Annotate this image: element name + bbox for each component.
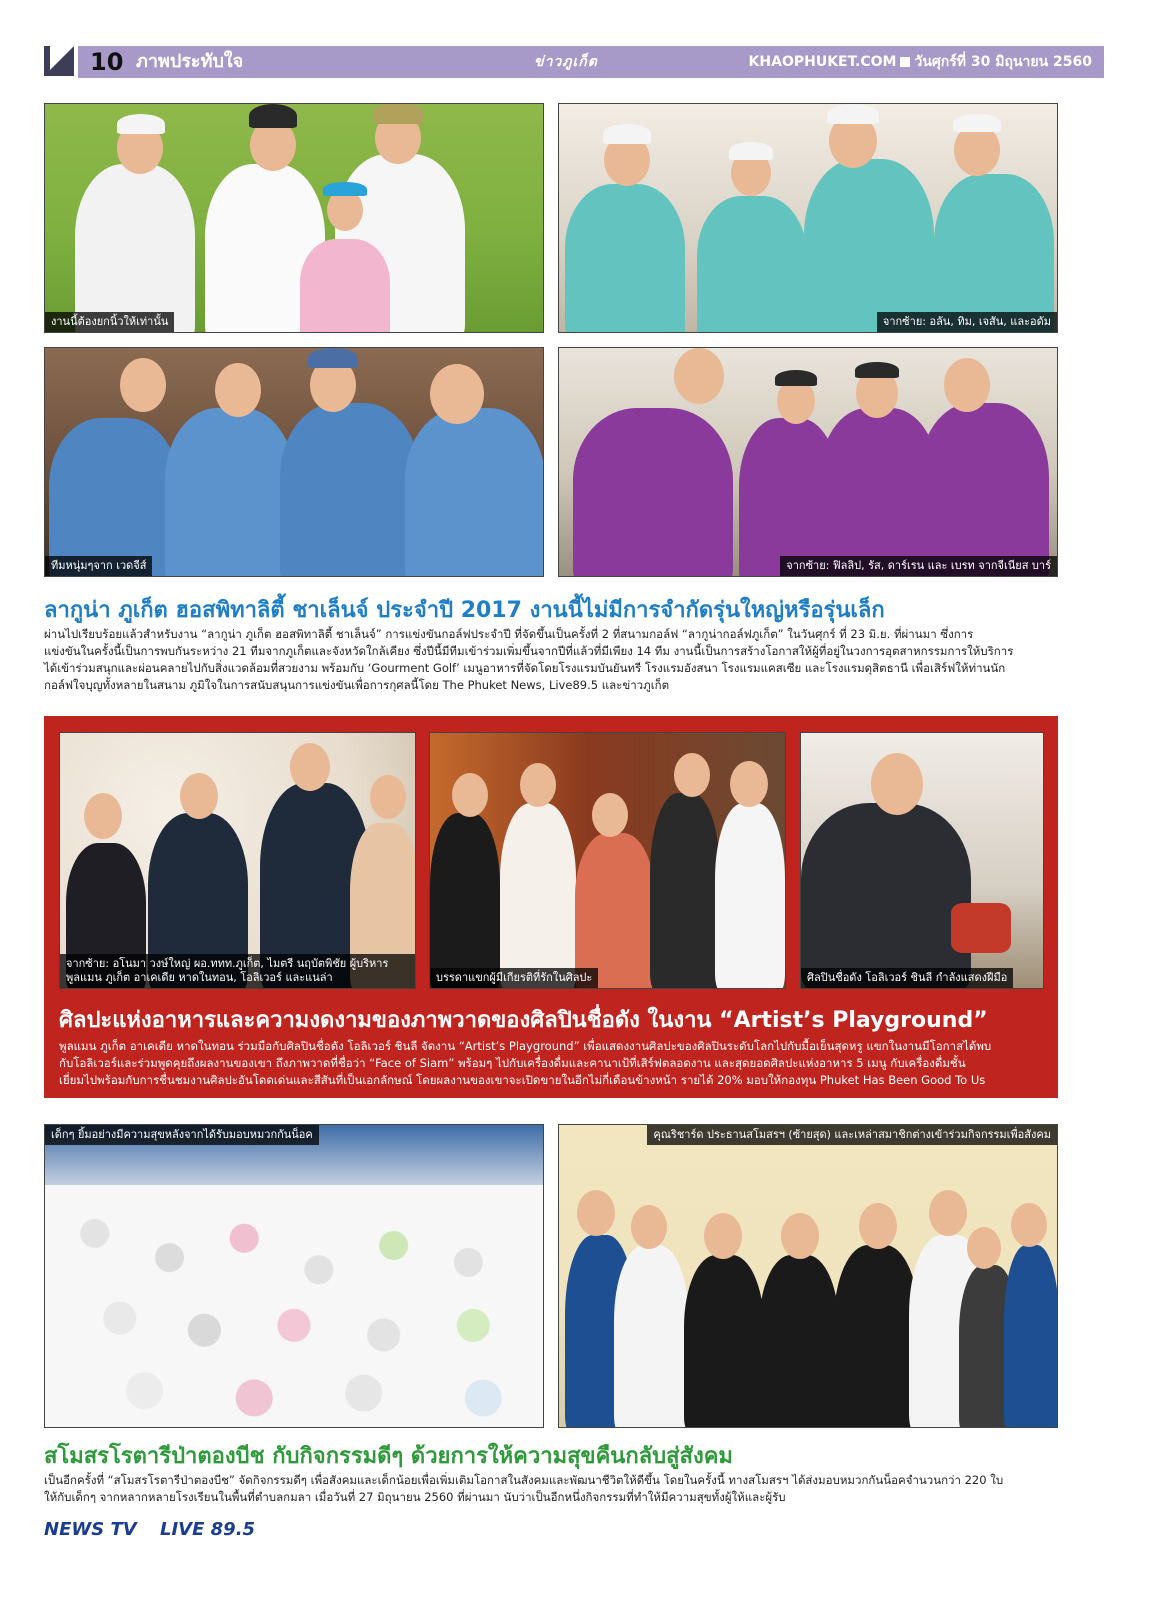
- art-photo-3: [800, 732, 1044, 989]
- golf-photo-3: [44, 347, 544, 577]
- golf-body-line: กอล์ฟใจบุญทั้งหลายในสนาม ภูมิใจในการสนับสนุนการแข่งขันเพื่อการกุศลนี้โดย The Phuket News, Live89.5 และข่าวภูเก็ต: [44, 678, 670, 692]
- site-and-date: [749, 46, 1092, 78]
- art-body: [59, 1038, 1044, 1089]
- rotary-photo-2: [558, 1124, 1058, 1428]
- photo-caption: จากซ้าย: อลัน, ทิม, เจสัน, และอดัม: [877, 312, 1057, 332]
- art-body-line: กับโอลิเวอร์และร่วมพูดคุยถึงผลงานของเขา ถึงภาพวาดที่ชื่อว่า “Face of Siam” พร้อมๆ ไปกับเครื่องดื่มและคานาเป้ที่เสิร์ฟตลอดงาน และสุดยอดศิลปะแห่งอาหาร 5 เมนู กับเครื่องดื่มชั้น: [59, 1056, 966, 1070]
- publication-logo: ข่าวภูเก็ต: [534, 54, 598, 70]
- photo-caption: งานนี้ต้องยกนิ้วให้เท่านั้น: [45, 312, 174, 332]
- art-body-line: พูลแมน ภูเก็ต อาเคเดีย หาดในทอน ร่วมมือกับศิลปินชื่อดัง โอลิเวอร์ ชินลี จัดงาน “Artist’s Playground” เพื่อแสดงงานศิลปะของศิลปินระดับโลกไปกับมื้อเย็นสุดหรู แขกในงานมีโอกาสได้พบ: [59, 1039, 992, 1053]
- photo-caption: ศิลปินชื่อดัง โอลิเวอร์ ชินลี กำลังแสดงฝีมือ: [801, 968, 1013, 988]
- golf-body-line: ได้เข้าร่วมสนุกและผ่อนคลายไปกับสิ่งแวดล้อมที่สวยงาม พร้อมกับ ‘Gourment Golf’ เมนูอาหารที่จัดโดยโรงแรมบันยันทรี โรงแรมอังสนา โรงแรมแคสเซีย และโรงแรมดุสิตธานี เพื่อเสิร์ฟให้ท่านนัก: [44, 661, 1006, 675]
- page-corner-icon: [44, 46, 74, 76]
- caption-line: จากซ้าย: อโนมา วงษ์ใหญ่ ผอ.ททท.ภูเก็ต, ไมตรี นฤบัตพิชัย ผู้บริหาร: [66, 957, 389, 970]
- rotary-headline: สโมสรโรตารีป่าตองบีช กับกิจกรรมดีๆ ด้วยการให้ความสุขคืนกลับสู่สังคม: [44, 1444, 733, 1469]
- photo-caption: จากซ้าย: ฟิลลิป, รัส, ดาร์เรน และ เบรท จากจีเนียส บาร์: [780, 556, 1057, 576]
- golf-headline: ลากูน่า ภูเก็ต ฮอสพิทาลิตี้ ชาเล็นจ์ ประจำปี 2017 งานนี้ไม่มีการจำกัดรุ่นใหญ่หรือรุ่นเล็ก: [44, 598, 885, 623]
- golf-body-line: แข่งขันในครั้งนี้เป็นการพบกันระหว่าง 21 ทีมจากภูเก็ตและจังหวัดใกล้เคียง ซึ่งปีนี้มีทีมเข้าร่วมเพิ่มขึ้นจากปีที่แล้วที่มีเพียง 14 ทีม งานนี้เป็นการสร้างโอกาสให้ผู้ที่อยู่ในวงการอุตสาหกรรมการให้บริการ: [44, 644, 1014, 658]
- section-title: ภาพประทับใจ: [136, 51, 244, 72]
- rotary-body-line: ให้กับเด็กๆ จากหลากหลายโรงเรียนในพื้นที่ตำบลกมลา เมื่อวันที่ 27 มิถุนายน 2560 ที่ผ่านมา นับว่าเป็นอีกหนึ่งกิจกรรมที่ทำให้มีความสุขทั้งผู้ให้และผู้รับ: [44, 1490, 786, 1504]
- art-photo-2: [429, 732, 786, 989]
- golf-body-line: ผ่านไปเรียบร้อยแล้วสำหรับงาน “ลากูน่า ภูเก็ต ฮอสพิทาลิตี้ ชาเล็นจ์” การแข่งขันกอล์ฟประจำปี ที่จัดขึ้นเป็นครั้งที่ 2 ที่สนามกอล์ฟ “ลากูน่ากอล์ฟภูเก็ต” ในวันศุกร์ ที่ 23 มิ.ย. ที่ผ่านมา ซึ่งการ: [44, 627, 974, 641]
- photo-caption: เด็กๆ ยิ้มอย่างมีความสุขหลังจากได้รับมอบหมวกกันน็อค: [45, 1125, 319, 1145]
- golf-photo-2: [558, 103, 1058, 333]
- news-tv-logo: NEWS TV: [44, 1519, 137, 1540]
- photo-caption: [60, 954, 415, 988]
- art-section: [44, 716, 1058, 1098]
- golf-body: [44, 626, 1058, 694]
- caption-line: พูลแมน ภูเก็ต อาเคเดีย หาดในทอน, โอลิเวอร์ และแนล่า: [66, 971, 333, 984]
- art-headline: ศิลปะแห่งอาหารและความงดงามของภาพวาดของศิลปินชื่อดัง ในงาน “Artist’s Playground”: [59, 1008, 988, 1033]
- photo-caption: คุณริชาร์ด ประธานสโมสรฯ (ซ้ายสุด) และเหล่าสมาชิกต่างเข้าร่วมกิจกรรมเพื่อสังคม: [647, 1125, 1057, 1145]
- live-radio-logo: LIVE 89.5: [160, 1519, 256, 1540]
- golf-photo-4: [558, 347, 1058, 577]
- photo-caption: บรรดาแขกผู้มีเกียรติที่รักในศิลปะ: [430, 968, 598, 988]
- rotary-body: [44, 1472, 1058, 1506]
- photo-caption: ทีมหนุ่มๆจาก เวดจีส์: [45, 556, 152, 576]
- art-photo-1: [59, 732, 416, 989]
- issue-date: วันศุกร์ที่ 30 มิถุนายน 2560: [914, 54, 1092, 70]
- separator-square-icon: [900, 57, 910, 67]
- page-header: [44, 46, 1104, 78]
- site-url: KHAOPHUKET.COM: [748, 54, 897, 70]
- art-body-line: เยี่ยมไปพร้อมกับการชื่นชมงานศิลปะอันโดดเด่นและสีสันที่เป็นเอกลักษณ์ โดยผลงานของเขาจะเปิดขายในอีกไม่กี่เดือนข้างหน้า รายได้ 20% มอบให้กองทุน Phuket Has Been Good To Us: [59, 1073, 986, 1087]
- rotary-body-line: เป็นอีกครั้งที่ “สโมสรโรตารีป่าตองบีช” จัดกิจกรรมดีๆ เพื่อสังคมและเด็กน้อยเพื่อเพิ่มเติมโอกาสในสังคมและพัฒนาชีวิตให้ดีขึ้น โดยในครั้งนี้ ทางสโมสรฯ ได้ส่งมอบหมวกกันน็อคจำนวนกว่า 220 ใบ: [44, 1473, 1004, 1487]
- page-number: 10: [90, 48, 124, 76]
- golf-photo-1: [44, 103, 544, 333]
- rotary-photo-1: [44, 1124, 544, 1428]
